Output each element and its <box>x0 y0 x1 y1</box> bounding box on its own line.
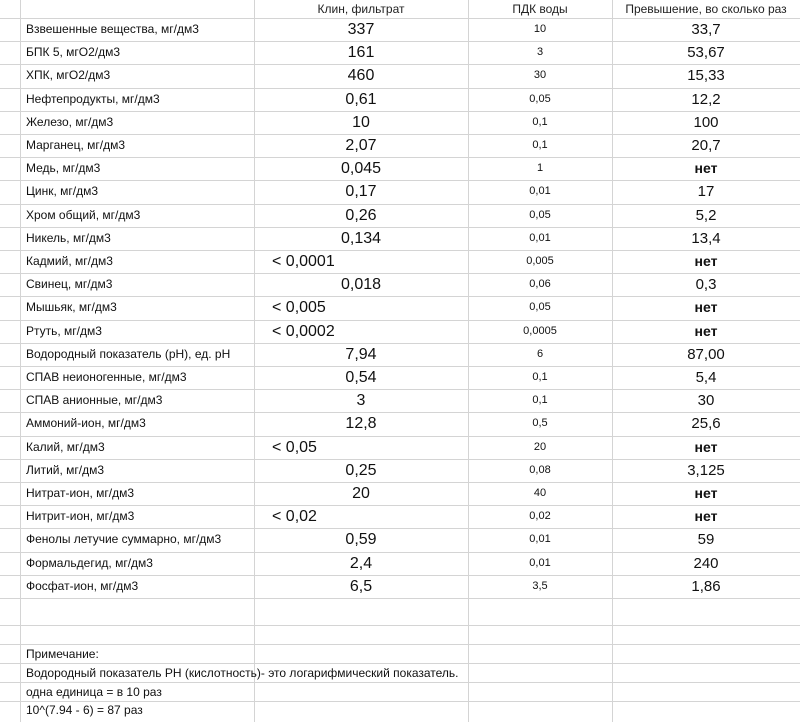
table-row <box>0 111 800 134</box>
pdk-value: 0,005 <box>526 255 554 267</box>
filtrate-value: 0,25 <box>345 461 377 479</box>
pdk-value: 0,02 <box>529 510 551 523</box>
grid-row-line <box>0 366 800 367</box>
pdk-value: 0,08 <box>529 463 551 476</box>
table-row <box>0 180 800 203</box>
grid-row-line <box>0 644 800 645</box>
table-row <box>0 64 800 87</box>
filtrate-value: < 0,05 <box>272 438 317 456</box>
filtrate-value: 20 <box>352 485 370 502</box>
excess-value: 3,125 <box>687 461 725 479</box>
table-row <box>0 88 800 111</box>
grid-row-line <box>0 482 800 483</box>
parameter-name: СПАВ неионогенные, мг/дм3 <box>26 370 187 384</box>
excess-value: 87,00 <box>687 345 725 363</box>
pdk-value: 40 <box>533 487 547 499</box>
excess-value: 1,86 <box>691 577 721 595</box>
table-row <box>0 482 800 505</box>
header-pdk: ПДК воды <box>512 2 568 16</box>
excess-value: 0,3 <box>695 276 717 294</box>
pdk-value: 0,01 <box>529 533 551 546</box>
excess-value: 20,7 <box>691 137 721 154</box>
pdk-value: 3 <box>536 46 544 59</box>
filtrate-value: 161 <box>347 44 375 62</box>
excess-value: нет <box>694 160 718 177</box>
parameter-name: ХПК, мгО2/дм3 <box>26 68 111 83</box>
grid-row-line <box>0 134 800 135</box>
grid-row-line <box>0 575 800 576</box>
table-row <box>0 273 800 296</box>
table-row <box>0 552 800 575</box>
excess-value: 13,4 <box>691 229 721 247</box>
parameter-name: Свинец, мг/дм3 <box>26 277 113 292</box>
excess-value: 53,67 <box>687 44 725 62</box>
excess-value: нет <box>694 438 718 455</box>
pdk-value: 0,06 <box>529 278 551 291</box>
parameter-name: Медь, мг/дм3 <box>26 161 101 176</box>
grid-row-line <box>0 41 800 42</box>
filtrate-value: 337 <box>347 21 375 38</box>
grid-row-line <box>0 528 800 529</box>
excess-value: 17 <box>697 183 715 201</box>
table-row <box>0 575 800 598</box>
pdk-value: 0,01 <box>529 556 551 569</box>
filtrate-value: < 0,02 <box>272 508 317 526</box>
filtrate-value: 7,94 <box>345 345 377 363</box>
parameter-name: Хром общий, мг/дм3 <box>26 207 141 222</box>
grid-row-line <box>0 18 800 19</box>
parameter-name: Железо, мг/дм3 <box>26 114 114 129</box>
table-row <box>0 366 800 389</box>
filtrate-value: 0,61 <box>345 90 377 108</box>
header-excess: Превышение, во сколько раз <box>625 2 787 16</box>
filtrate-value: 2,07 <box>345 137 377 154</box>
note-title: Примечание: <box>26 647 99 661</box>
filtrate-value: < 0,0001 <box>272 253 335 270</box>
parameter-name: Фосфат-ион, мг/дм3 <box>26 578 139 593</box>
grid-row-line <box>0 273 800 274</box>
grid-row-line <box>0 412 800 413</box>
grid-row-line <box>0 343 800 344</box>
pdk-value: 3,5 <box>532 579 548 592</box>
grid-row-line <box>0 625 800 626</box>
table-row <box>0 528 800 551</box>
filtrate-value: 2,4 <box>349 554 373 572</box>
excess-value: 100 <box>693 113 719 131</box>
filtrate-value: 0,54 <box>345 369 377 386</box>
parameter-name: Взвешенные вещества, мг/дм3 <box>26 22 199 36</box>
table-row <box>0 227 800 250</box>
table-row <box>0 436 800 459</box>
table-row <box>0 204 800 227</box>
grid-row-line <box>0 250 800 251</box>
grid-row-line <box>0 552 800 553</box>
parameter-name: Формальдегид, мг/дм3 <box>26 555 153 570</box>
grid-row-line <box>0 389 800 390</box>
grid-row-line <box>0 598 800 599</box>
pdk-value: 10 <box>533 23 547 35</box>
grid-row-line <box>0 701 800 702</box>
excess-value: 5,2 <box>695 206 717 224</box>
pdk-value: 30 <box>533 69 547 82</box>
grid-row-line <box>0 296 800 297</box>
parameter-name: СПАВ анионные, мг/дм3 <box>26 393 163 408</box>
pdk-value: 0,05 <box>529 92 551 105</box>
filtrate-value: 0,018 <box>340 276 382 294</box>
table-row <box>0 18 800 41</box>
grid-row-line <box>0 505 800 506</box>
grid-row-line <box>0 64 800 65</box>
pdk-value: 0,1 <box>532 371 548 383</box>
filtrate-value: < 0,0002 <box>272 322 335 340</box>
excess-value: 59 <box>697 531 715 549</box>
pdk-value: 6 <box>536 347 544 360</box>
pdk-value: 0,5 <box>532 417 548 430</box>
pdk-value: 0,0005 <box>523 324 557 337</box>
header-value: Клин, фильтрат <box>317 2 405 16</box>
pdk-value: 0,1 <box>532 394 548 407</box>
parameter-name: Кадмий, мг/дм3 <box>26 254 113 268</box>
parameter-name: Марганец, мг/дм3 <box>26 138 125 152</box>
table-row <box>0 343 800 366</box>
pdk-value: 0,01 <box>529 231 551 244</box>
grid-row-line <box>0 663 800 664</box>
parameter-name: Мышьяк, мг/дм3 <box>26 300 117 315</box>
pdk-value: 0,05 <box>529 301 551 314</box>
filtrate-value: 10 <box>352 113 370 131</box>
note-line: 10^(7.94 - 6) = 87 раз <box>26 703 143 717</box>
table-row <box>0 157 800 180</box>
excess-value: 25,6 <box>691 415 721 433</box>
table-row <box>0 296 800 319</box>
filtrate-value: 3 <box>356 392 366 410</box>
grid-row-line <box>0 682 800 683</box>
filtrate-value: < 0,005 <box>272 299 326 317</box>
filtrate-value: 0,26 <box>345 206 377 224</box>
filtrate-value: 0,134 <box>340 229 382 247</box>
excess-value: нет <box>694 253 718 269</box>
filtrate-value: 460 <box>347 67 375 85</box>
pdk-value: 0,1 <box>532 139 548 151</box>
parameter-name: Никель, мг/дм3 <box>26 230 111 245</box>
grid-row-line <box>0 459 800 460</box>
excess-value: нет <box>694 322 718 339</box>
excess-value: 5,4 <box>695 369 717 386</box>
parameter-name: Водородный показатель (pH), ед. pH <box>26 346 231 361</box>
filtrate-value: 0,17 <box>345 183 377 201</box>
parameter-name: Фенолы летучие суммарно, мг/дм3 <box>26 532 222 547</box>
table-row <box>0 250 800 273</box>
table-row <box>0 134 800 157</box>
parameter-name: Аммоний-ион, мг/дм3 <box>26 416 146 431</box>
note-line: одна единица = в 10 раз <box>26 685 162 699</box>
table-row <box>0 412 800 435</box>
excess-value: 15,33 <box>687 67 725 85</box>
grid-row-line <box>0 88 800 89</box>
parameter-name: Литий, мг/дм3 <box>26 462 105 477</box>
table-row <box>0 320 800 343</box>
excess-value: 30 <box>697 392 715 410</box>
excess-value: нет <box>694 508 718 525</box>
filtrate-value: 0,045 <box>340 160 382 178</box>
pdk-value: 1 <box>536 162 544 175</box>
parameter-name: Нитрат-ион, мг/дм3 <box>26 486 134 500</box>
parameter-name: Цинк, мг/дм3 <box>26 184 99 199</box>
filtrate-value: 12,8 <box>345 415 377 433</box>
filtrate-value: 6,5 <box>349 577 373 595</box>
grid-row-line <box>0 111 800 112</box>
grid-row-line <box>0 320 800 321</box>
pdk-value: 0,05 <box>529 208 551 221</box>
excess-value: 12,2 <box>691 90 721 108</box>
grid-row-line <box>0 227 800 228</box>
grid-row-line <box>0 204 800 205</box>
grid-row-line <box>0 180 800 181</box>
grid-row-line <box>0 157 800 158</box>
table-row <box>0 459 800 482</box>
parameter-name: Калий, мг/дм3 <box>26 439 105 454</box>
excess-value: нет <box>694 299 718 316</box>
parameter-name: Нитрит-ион, мг/дм3 <box>26 509 135 524</box>
filtrate-value: 0,59 <box>345 531 377 549</box>
table-row <box>0 389 800 412</box>
parameter-name: Ртуть, мг/дм3 <box>26 323 102 338</box>
pdk-value: 0,1 <box>532 115 548 128</box>
grid-row-line <box>0 436 800 437</box>
parameter-name: БПК 5, мгО2/дм3 <box>26 45 121 60</box>
parameter-name: Нефтепродукты, мг/дм3 <box>26 91 160 106</box>
excess-value: 240 <box>693 554 719 572</box>
excess-value: нет <box>694 485 718 501</box>
excess-value: 33,7 <box>691 21 721 38</box>
note-line: Водородный показатель РН (кислотность)- это логарифмический показатель. <box>26 666 459 680</box>
pdk-value: 20 <box>533 440 547 453</box>
pdk-value: 0,01 <box>529 185 551 198</box>
table-row <box>0 505 800 528</box>
table-row <box>0 41 800 64</box>
